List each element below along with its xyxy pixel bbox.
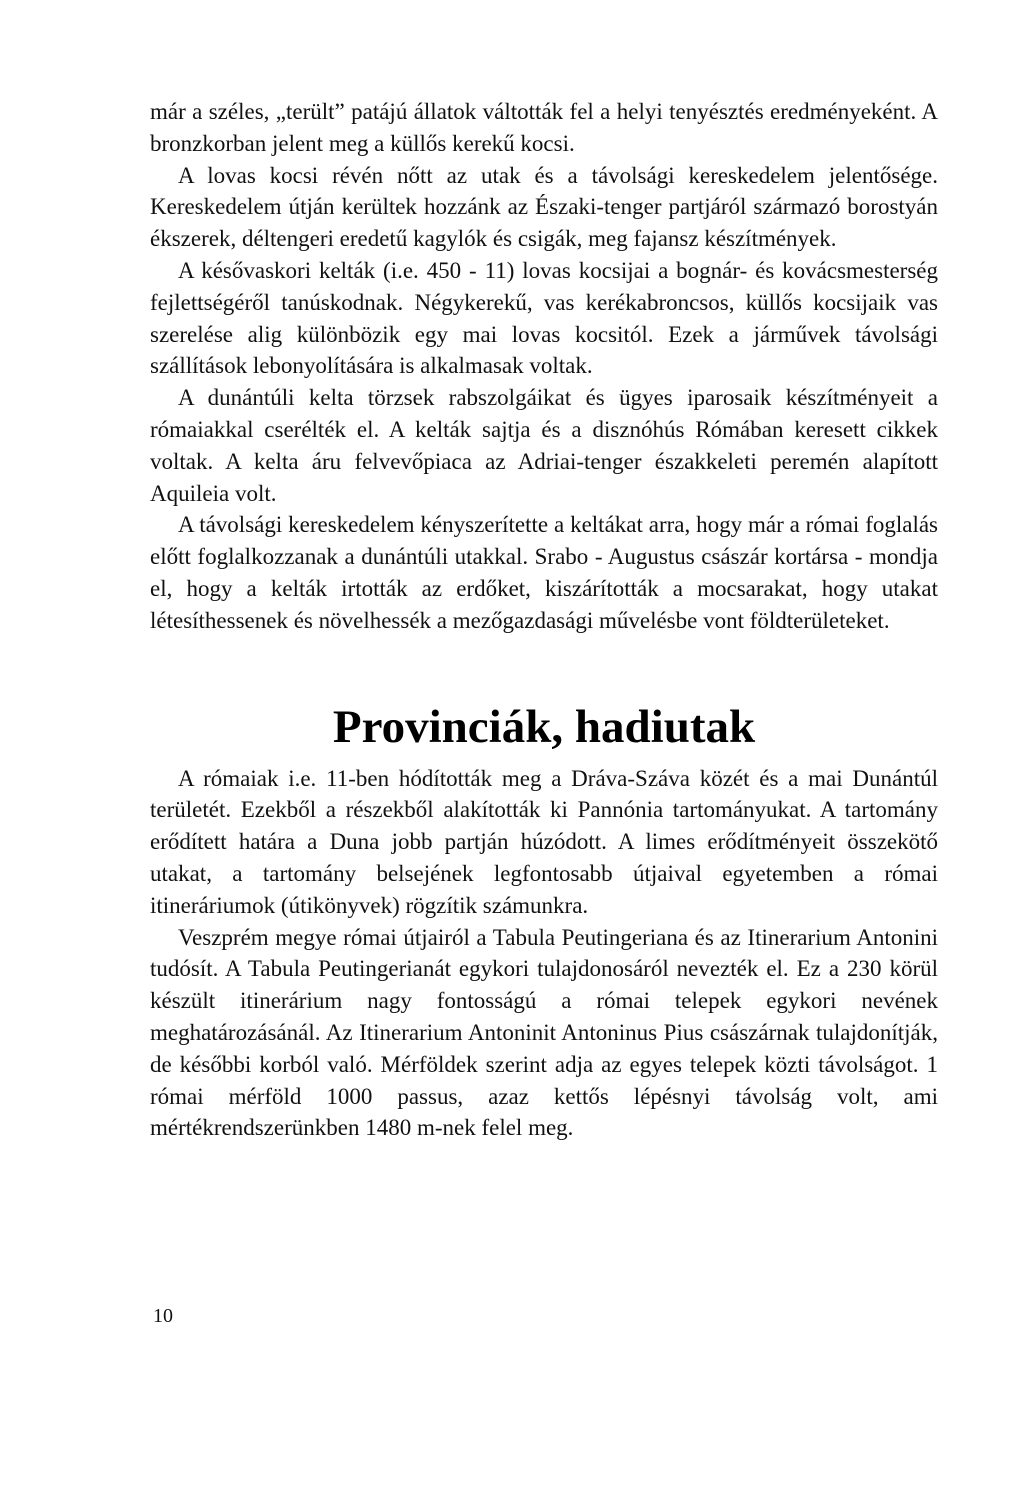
paragraph: A késővaskori kelták (i.e. 450 - 11) lovas kocsijai a bognár- és kovácsmesterség fejlettségéről tanúskodnak. Négykerekű, vas kerékabroncsos, küllős kocsijaik vas szerelése alig különbözik egy mai lovas kocsitól. Ezek a járművek távolsági szállítások lebonyolítására is alkalmasak voltak. [150,257,938,379]
section-intro [150,96,938,637]
paragraph: A lovas kocsi révén nőtt az utak és a távolsági kereskedelem jelentősége. Kereskedelem útján kerültek hozzánk az Északi-tenger partjáról származó borostyán ékszerek, déltengeri eredetű kagylók és csigák, meg fajansz készítmények. [150,162,938,252]
page-number: 10 [153,1305,173,1327]
paragraph: A távolsági kereskedelem kényszerítette a keltákat arra, hogy már a római foglalás előtt foglalkozzanak a dunántúli utakkal. Srabo - Augustus császár kortársa - mondja el, hogy a kelták irtották az erdőket, kiszárították a mocsarakat, hogy utakat létesíthessenek és növelhessék a mezőgazdasági művelésbe vont földterületeket. [150,512,938,633]
paragraph: A dunántúli kelta törzsek rabszolgáikat és ügyes iparosaik készítményeit a rómaiakkal cserélték el. A kelták sajtja és a disznóhús Rómában keresett cikkek voltak. A kelta áru felvevőpiaca az Adriai-tenger északkeleti peremén alapított Aquileia volt. [150,385,938,506]
paragraph: A rómaiak i.e. 11-ben hódították meg a Dráva-Száva közét és a mai Dunántúl területét. Ezekből a részekből alakították ki Pannónia tartományukat. A tartomány erődített határa a Duna jobb partján húzódott. A limes erődítményeit összekötő utakat, a tartomány belsejének legfontosabb útjaival egyetemben a római itineráriumok (útikönyvek) rögzítik számunkra. [150,765,938,918]
paragraph: már a széles, „terült” patájú állatok váltották fel a helyi tenyésztés eredményeként. A bronzkorban jelent meg a küllős kerekű kocsi. [150,99,938,156]
paragraph: Veszprém megye római útjairól a Tabula Peutingeriana és az Itinerarium Antonini tudósít. A Tabula Peutingerianát egykori tulajdonosáról nevezték el. Ez a 230 körül készült itinerárium nagy fontosságú a római telepek egykori nevének meghatározásánál. Az Itinerarium Antoninit Antoninus Pius császárnak tulajdonítják, de későbbi korból való. Mérföldek szerint adja az egyes telepek közti távolságot. 1 római mérföld 1000 passus, azaz kettős lépésnyi távolság volt, ami mértékrendszerünkben 1480 m-nek felel meg. [150,924,938,1141]
section-provinces [150,763,938,1145]
section-heading: Provinciák, hadiutak [332,700,756,753]
page-content [150,96,938,1144]
